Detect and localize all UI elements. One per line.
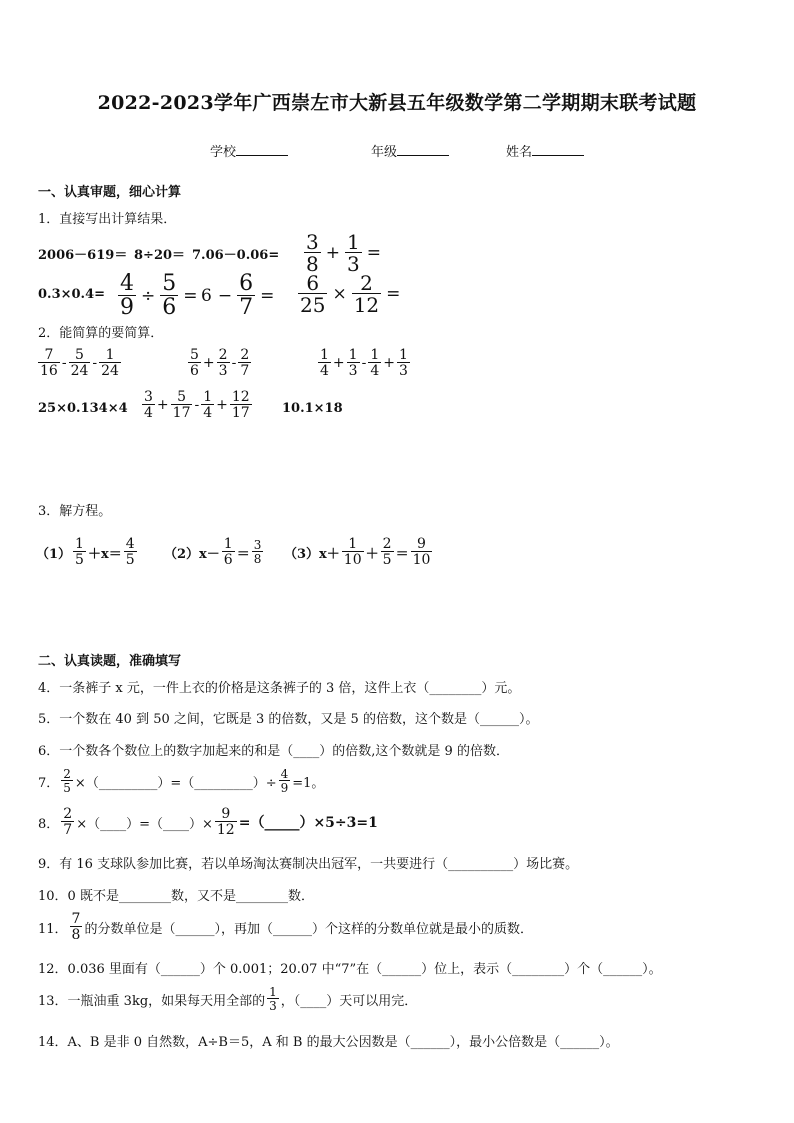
calc-fraction-expression: 6 − $\frac{6}{7}$ =	[201, 271, 275, 320]
calc-item: 0.3×0.4=	[38, 287, 106, 302]
question-8: 8． $\frac{2}{7}$ ×（____）=（____）× $\frac{9}{12}$ =（_____）×5÷3=1	[38, 806, 378, 838]
question-7: 7． $\frac{2}{5}$ ×（_________）=（_________）÷ $\frac{4}{9}$ =1。	[38, 767, 325, 795]
page-title: 2022-2023学年广西崇左市大新县五年级数学第二学期期末联考试题	[97, 92, 697, 114]
question-4: 4．一条裤子 x 元，一件上衣的价格是这条裤子的 3 倍，这件上衣（________）元。	[38, 681, 521, 696]
simplify-expression: 25×0.134×4	[38, 401, 128, 416]
question-6: 6．一个数各个数位上的数字加起来的和是（____）的倍数,这个数就是 9 的倍数．	[38, 744, 509, 759]
question-9: 9．有 16 支球队参加比赛，若以单场淘汰赛制决出冠军，一共要进行（__________）场比赛。	[38, 857, 579, 872]
calc-item: 7.06－0.06=	[192, 248, 280, 263]
equation-1: （1） $\frac{1}{5}$ ＋x＝ $\frac{4}{5}$	[36, 536, 135, 568]
question-12: 12．0.036 里面有（______）个 0.001；20.07 中“7”在（______）位上，表示（________）个（______）。	[38, 962, 662, 977]
question-13: 13．一瓶油重 3kg，如果每天用全部的 $\frac{1}{3}$ ，（____）天可以用完．	[38, 985, 418, 1013]
simplify-expression: $\frac{7}{16}$ - $\frac{5}{24}$ - $\frac{1}{24}$	[40, 347, 119, 379]
section-one-heading: 一、认真审题，细心计算	[38, 185, 182, 200]
calc-fraction-expression: $\frac{3}{8}$ + $\frac{1}{3}$ =	[306, 230, 381, 276]
equation-3: （3）x＋ $\frac{1}{10}$ ＋ $\frac{2}{5}$ ＝ $\frac{9}{10}$	[284, 536, 431, 568]
name-label: 姓名	[506, 145, 533, 160]
grade-field[interactable]	[371, 141, 449, 160]
simplify-expression: $\frac{3}{4}$ + $\frac{5}{17}$ - $\frac{1}{4}$ + $\frac{12}{17}$	[144, 389, 250, 421]
question-1-label: 1．直接写出计算结果．	[38, 212, 177, 227]
question-10: 10．0 既不是________数，又不是________数．	[38, 889, 314, 904]
question-3-label: 3．解方程。	[38, 504, 112, 519]
question-14: 14．A、B 是非 0 自然数，A÷B＝5，A 和 B 的最大公因数是（______），最小公倍数是（______）。	[38, 1035, 619, 1050]
question-2-label: 2．能简算的要简算．	[38, 326, 164, 341]
name-field[interactable]	[506, 141, 584, 160]
calc-fraction-expression: $\frac{6}{25}$ × $\frac{2}{12}$ =	[300, 271, 401, 317]
grade-label: 年级	[371, 145, 398, 160]
school-label: 学校	[210, 145, 237, 160]
equation-2: （2）x－ $\frac{1}{6}$ ＝ $\frac{3}{8}$	[164, 536, 262, 568]
section-two-heading: 二、认真读题，准确填写	[38, 654, 182, 669]
school-field[interactable]	[210, 141, 288, 160]
simplify-expression: 10.1×18	[282, 401, 343, 416]
calc-item: 8÷20＝	[134, 248, 186, 263]
calc-fraction-expression: $\frac{4}{9}$ ÷ $\frac{5}{6}$ =	[120, 271, 198, 320]
simplify-expression: $\frac{5}{6}$ + $\frac{2}{3}$ - $\frac{2}{7}$	[190, 347, 250, 379]
simplify-expression: $\frac{1}{4}$ + $\frac{1}{3}$ - $\frac{1}{4}$ + $\frac{1}{3}$	[320, 347, 408, 379]
question-11: 11． $\frac{7}{8}$ 的分数单位是（______），再加（______）个这样的分数单位就是最小的质数．	[38, 911, 533, 943]
question-5: 5．一个数在 40 到 50 之间，它既是 3 的倍数，又是 5 的倍数，这个数是（______）。	[38, 712, 539, 727]
calc-item: 2006－619＝	[38, 248, 128, 263]
